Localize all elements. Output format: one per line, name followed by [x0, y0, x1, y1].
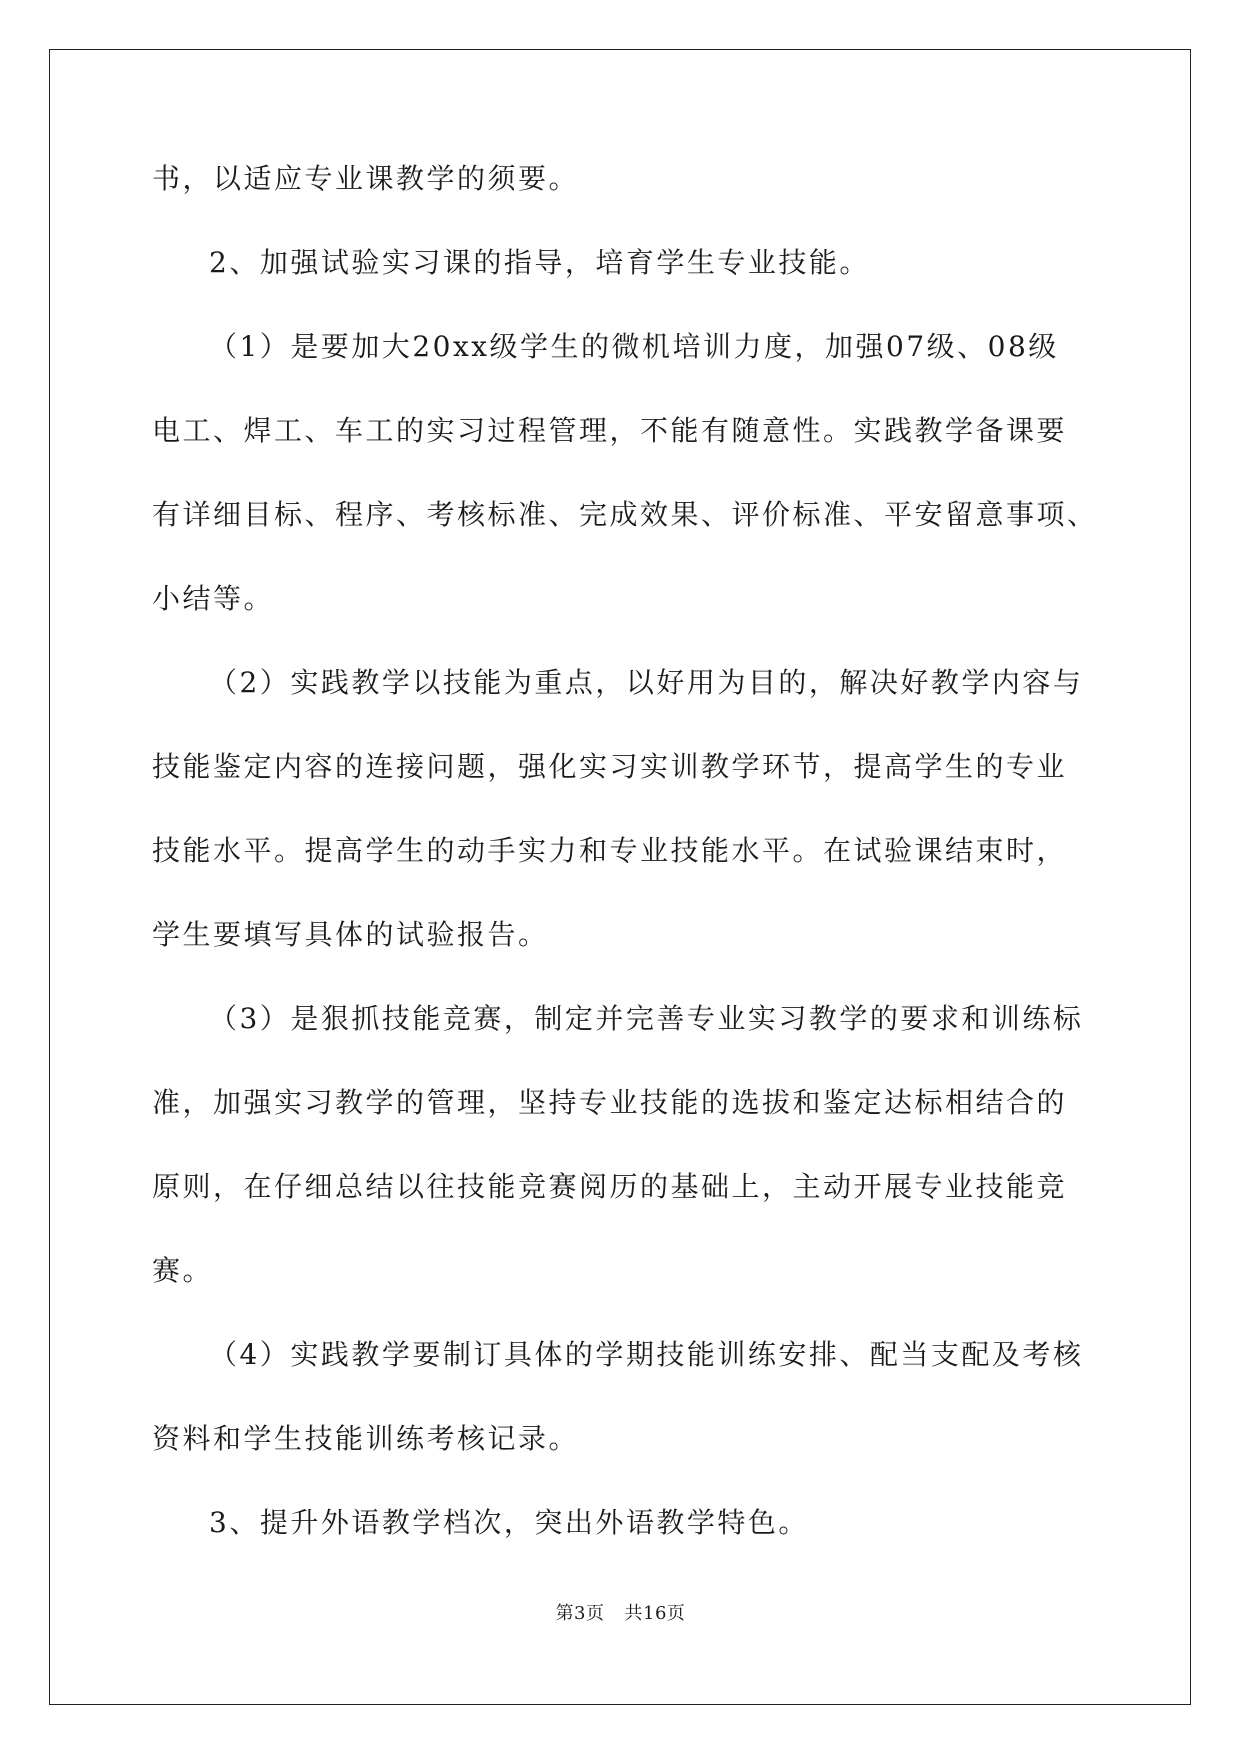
text-line: 有详细目标、程序、考核标准、完成效果、评价标准、平安留意事项、 — [152, 498, 1098, 531]
page-footer — [0, 1599, 1241, 1625]
text-line: 2、加强试验实习课的指导，培育学生专业技能。 — [209, 246, 870, 279]
text-line: 准，加强实习教学的管理，坚持专业技能的选拔和鉴定达标相结合的 — [152, 1086, 1068, 1119]
text-line: 技能鉴定内容的连接问题，强化实习实训教学环节，提高学生的专业 — [152, 750, 1068, 783]
text-line: 书，以适应专业课教学的须要。 — [152, 162, 580, 195]
page-total: 共16页 — [624, 1603, 686, 1624]
text-line: 技能水平。提高学生的动手实力和专业技能水平。在试验课结束时， — [152, 834, 1068, 867]
text-line: 原则，在仔细总结以往技能竞赛阅历的基础上，主动开展专业技能竞 — [152, 1170, 1068, 1203]
text-line: （2）实践教学以技能为重点，以好用为目的，解决好教学内容与 — [209, 666, 1084, 699]
text-line: 资料和学生技能训练考核记录。 — [152, 1422, 580, 1455]
page-number: 第3页 — [555, 1603, 605, 1624]
text-line: （3）是狠抓技能竞赛，制定并完善专业实习教学的要求和训练标 — [209, 1002, 1084, 1035]
text-line: （4）实践教学要制订具体的学期技能训练安排、配当支配及考核 — [209, 1338, 1084, 1371]
text-line: 3、提升外语教学档次，突出外语教学特色。 — [209, 1506, 809, 1539]
text-line: 电工、焊工、车工的实习过程管理，不能有随意性。实践教学备课要 — [152, 414, 1068, 447]
document-body — [152, 162, 1098, 1590]
text-line: （1）是要加大20xx级学生的微机培训力度，加强07级、08级 — [209, 330, 1059, 363]
text-line: 赛。 — [152, 1254, 214, 1287]
text-line: 小结等。 — [152, 582, 275, 615]
text-line: 学生要填写具体的试验报告。 — [152, 918, 549, 951]
